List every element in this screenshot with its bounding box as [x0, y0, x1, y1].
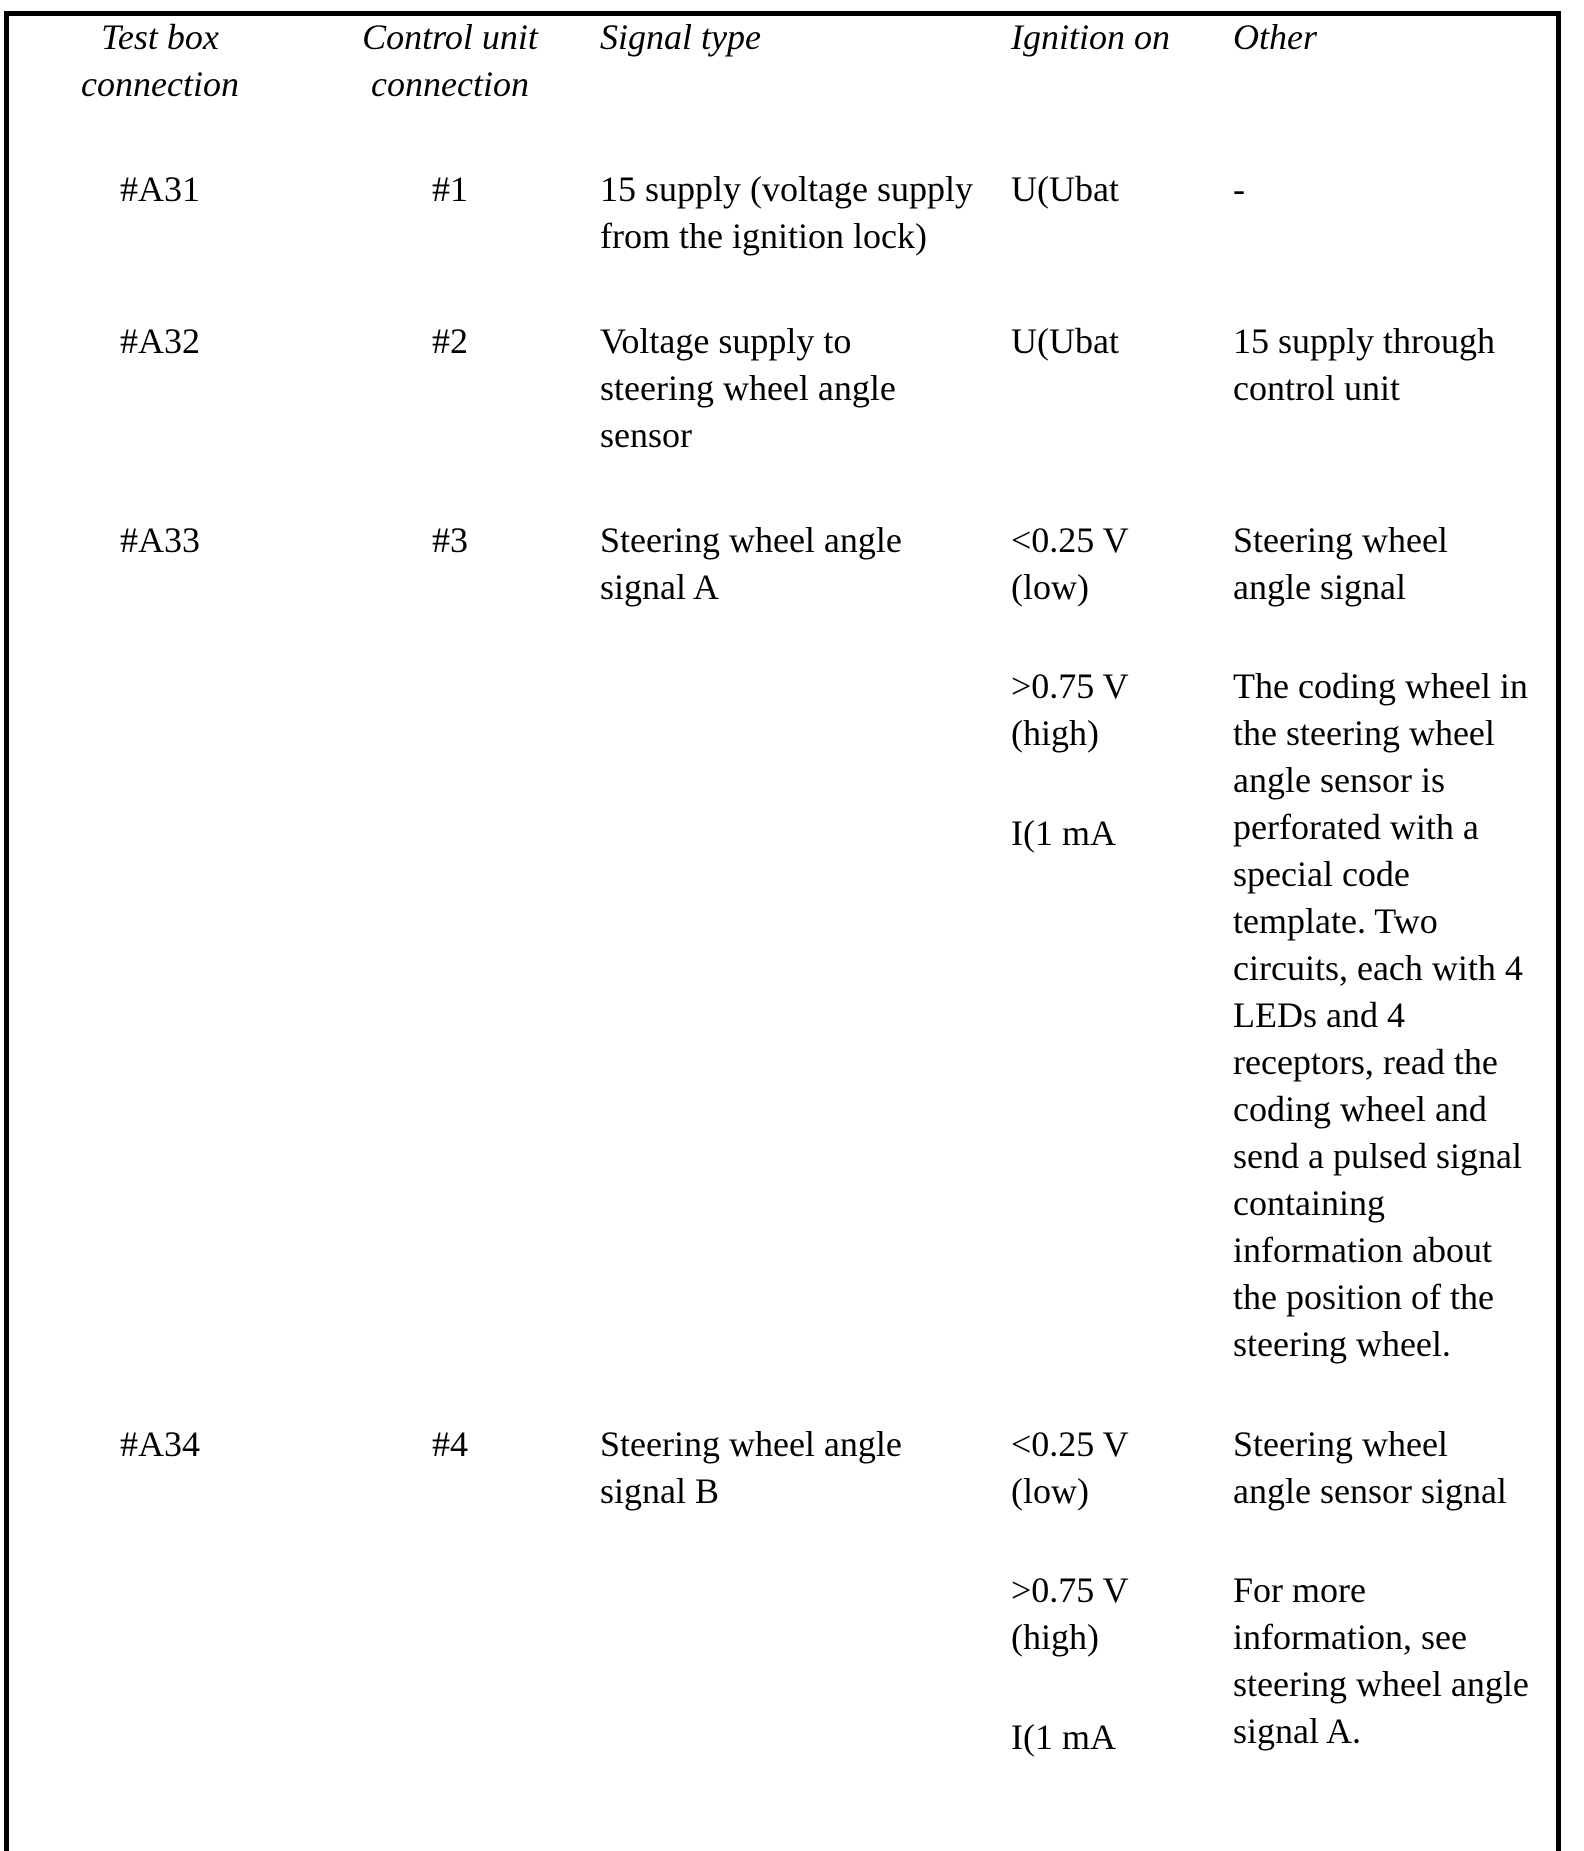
other-note: Steering wheel — [1233, 520, 1448, 560]
ignition-on-value: I(1 mA — [1011, 813, 1116, 853]
header-control-unit-line-2: connection — [371, 64, 529, 104]
signal-type-line: signal A — [600, 567, 720, 607]
test-box-connection-cell: #A33 — [120, 520, 200, 560]
ignition-on-value: >0.75 V — [1011, 1570, 1129, 1610]
ignition-on-value: I(1 mA — [1011, 1717, 1116, 1757]
other-note: coding wheel and — [1233, 1089, 1487, 1129]
ignition-on-value: (high) — [1011, 713, 1099, 753]
other-note: The coding wheel in — [1233, 666, 1528, 706]
control-unit-connection-cell: #3 — [432, 520, 468, 560]
other-note: information about — [1233, 1230, 1492, 1270]
other-note: information, see — [1233, 1617, 1467, 1657]
ignition-on-value: (low) — [1011, 567, 1089, 607]
other-note: special code — [1233, 854, 1410, 894]
other-note: signal A. — [1233, 1711, 1362, 1751]
signal-type-line: Voltage supply to — [600, 321, 852, 361]
other-note: perforated with a — [1233, 807, 1479, 847]
other-note: steering wheel. — [1233, 1324, 1451, 1364]
other-note: receptors, read the — [1233, 1042, 1498, 1082]
ignition-on-value: <0.25 V — [1011, 520, 1129, 560]
other-note: the position of the — [1233, 1277, 1494, 1317]
ignition-on-value: <0.25 V — [1011, 1424, 1129, 1464]
signal-type-line: sensor — [600, 415, 692, 455]
other-note: - — [1233, 169, 1245, 209]
other-note: containing — [1233, 1183, 1385, 1223]
control-unit-connection-cell: #1 — [432, 169, 468, 209]
ignition-on-value: >0.75 V — [1011, 666, 1129, 706]
header-ignition-on: Ignition on — [1011, 17, 1170, 57]
signal-type-line: Steering wheel angle — [600, 520, 902, 560]
other-note: angle sensor signal — [1233, 1471, 1507, 1511]
other-note: angle sensor is — [1233, 760, 1445, 800]
other-note: control unit — [1233, 368, 1400, 408]
signal-type-line: signal B — [600, 1471, 720, 1511]
ignition-on-value: U(Ubat — [1011, 321, 1119, 361]
other-note: Steering wheel — [1233, 1424, 1448, 1464]
ignition-on-value: (low) — [1011, 1471, 1089, 1511]
other-note: circuits, each with 4 — [1233, 948, 1523, 988]
header-test-box-line-2: connection — [81, 64, 239, 104]
test-box-connection-cell: #A31 — [120, 169, 200, 209]
other-note: LEDs and 4 — [1233, 995, 1405, 1035]
other-note: steering wheel angle — [1233, 1664, 1529, 1704]
other-note: For more — [1233, 1570, 1366, 1610]
signal-type-line: 15 supply (voltage supply — [600, 169, 973, 209]
other-note: 15 supply through — [1233, 321, 1496, 361]
control-unit-connection-cell: #2 — [432, 321, 468, 361]
signal-type-line: steering wheel angle — [600, 368, 896, 408]
other-note: the steering wheel — [1233, 713, 1495, 753]
header-control-unit-line-1: Control unit — [362, 17, 538, 57]
header-signal-type: Signal type — [600, 17, 761, 57]
header-other: Other — [1233, 17, 1317, 57]
ignition-on-value: (high) — [1011, 1617, 1099, 1657]
other-note: send a pulsed signal — [1233, 1136, 1522, 1176]
test-box-connection-cell: #A32 — [120, 321, 200, 361]
control-unit-connection-cell: #4 — [432, 1424, 468, 1464]
signal-type-line: Steering wheel angle — [600, 1424, 902, 1464]
ignition-on-value: U(Ubat — [1011, 169, 1119, 209]
other-note: template. Two — [1233, 901, 1438, 941]
header-test-box-line-1: Test box — [101, 17, 219, 57]
other-note: angle signal — [1233, 567, 1406, 607]
test-box-connection-cell: #A34 — [120, 1424, 200, 1464]
signal-type-line: from the ignition lock) — [600, 216, 927, 256]
